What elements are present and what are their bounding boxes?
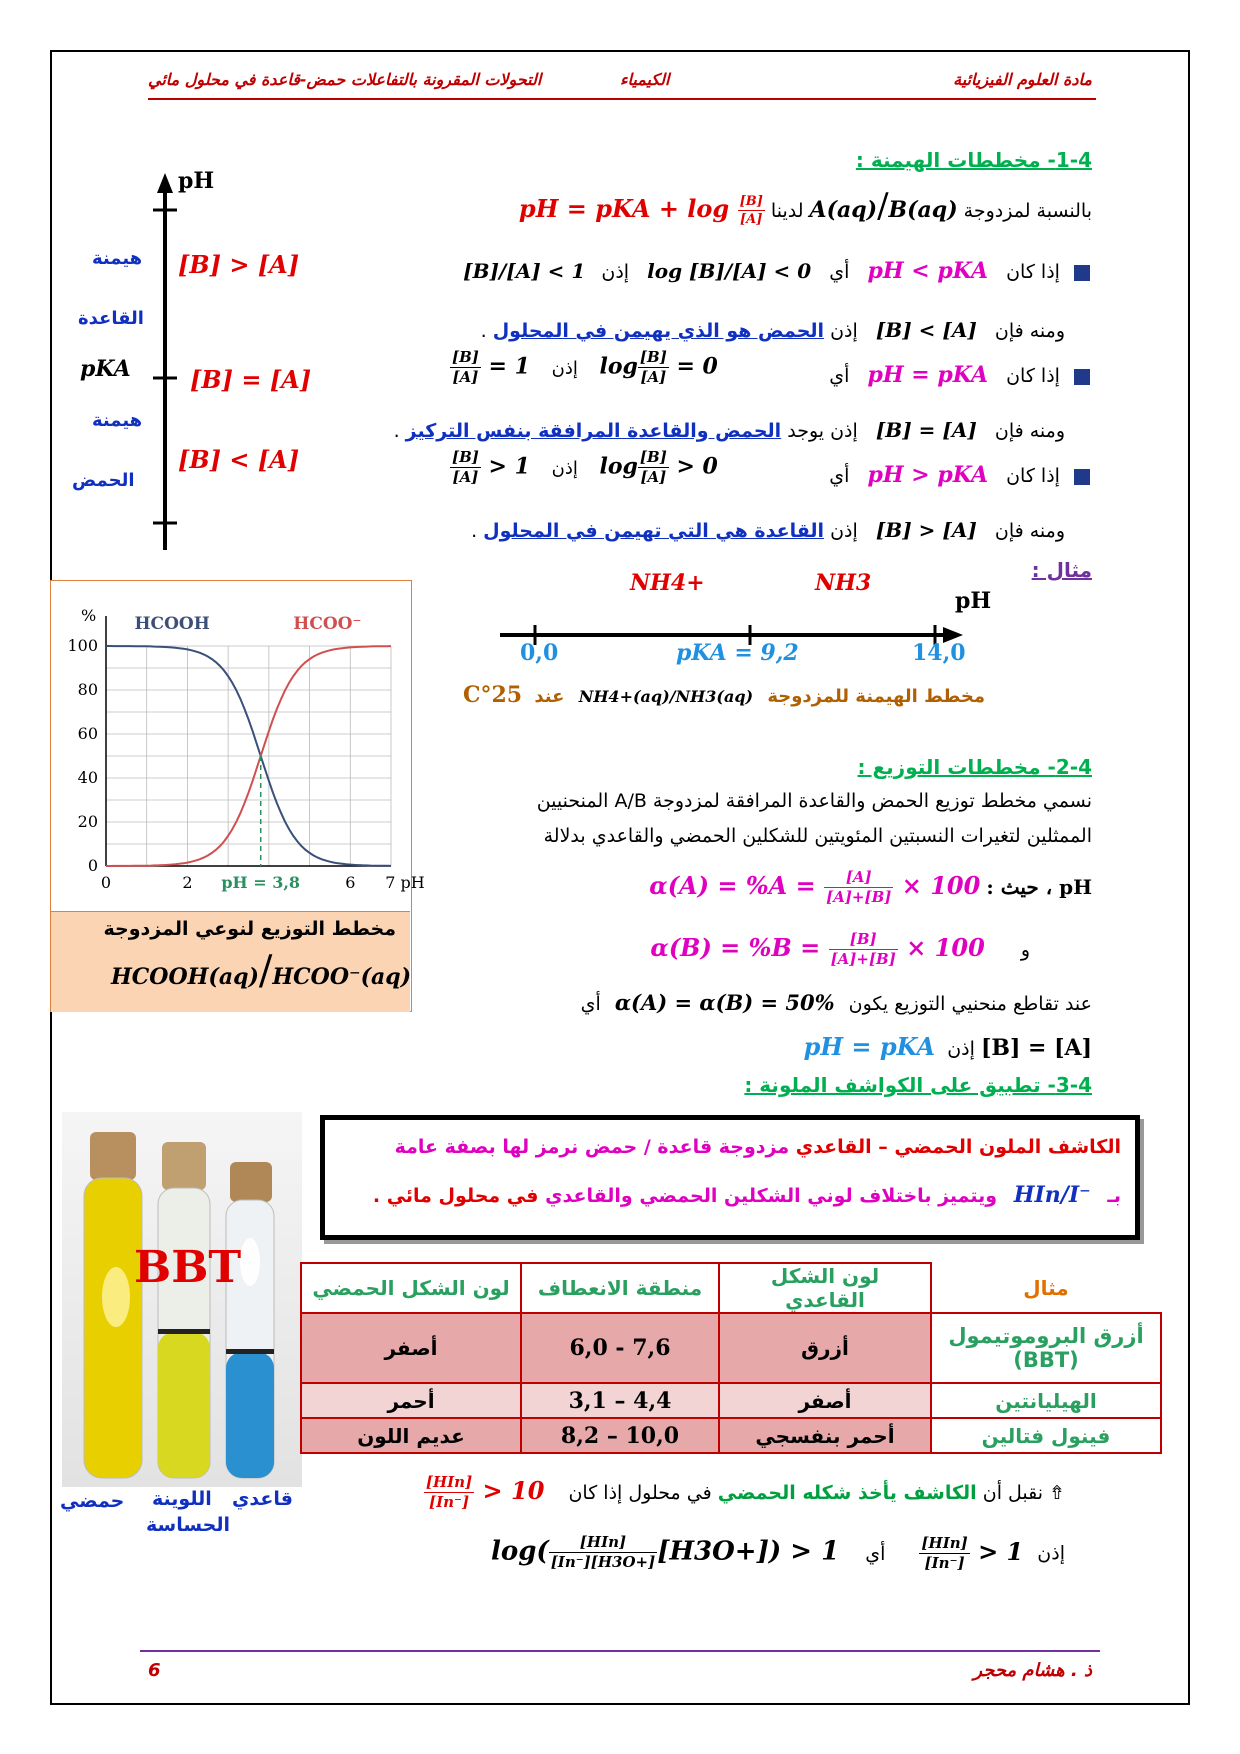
table-cell: عديم اللون — [301, 1418, 521, 1453]
axis1-mid-rel: [B] = [A] — [190, 365, 312, 394]
conclusion-line: [B] = [A] إذن pH = pKA — [803, 1032, 1092, 1061]
y-tick-label: 100 — [67, 636, 98, 655]
table-header-row — [301, 1263, 1161, 1313]
case3-text: القاعدة هي التي تهيمن في المحلول — [483, 520, 825, 542]
case1-condition: pH < pKA — [867, 258, 989, 284]
chart-caption-title: مخطط التوزيع لنوعي المزدوجة — [103, 918, 396, 940]
series-label-base: HCOO⁻ — [293, 614, 362, 634]
case3-formulas: $\frac{[B]}{[A]}$ > 1 إذن log $\frac{[B]}{[A]}$ > 0 — [452, 448, 718, 486]
axis1-bot-rel: [B] < [A] — [178, 445, 300, 474]
axis1-acid-label-1: هيمنة — [92, 410, 143, 431]
x-tick-label: 0 — [100, 873, 112, 892]
table-cell: 6,0 - 7,6 — [521, 1313, 719, 1383]
bullet-square — [1074, 469, 1090, 485]
case2-formulas: $\frac{[B]}{[A]}$ = 1 إذن log $\frac{[B]}{[A]}$ = 0 — [452, 348, 718, 386]
x-tick-label: 6 — [345, 873, 356, 892]
bbt-photo — [62, 1112, 302, 1487]
table-cell: 3,1 – 4,4 — [521, 1383, 719, 1418]
case1-line: إذا كان pH < pKA أي log [B]/[A] < 0 إذن [B]/[A] < 1 — [463, 258, 1090, 284]
alphaA-line: pH ، حيث : α(A) = %A = $\frac{[A]}{[A]+[B]}$ × 100 — [649, 868, 1092, 906]
section2-p1: نسمي مخطط توزيع الحمض والقاعدة المرافقة لمزدوجة A/B المنحنيين — [536, 790, 1092, 812]
example-tick-right: 14,0 — [912, 640, 966, 666]
couple-symbol: A(aq)/B(aq) — [809, 186, 958, 226]
table-cell: أصفر — [301, 1313, 521, 1383]
case2-condition: pH = pKA — [867, 362, 989, 388]
bbt-label: BBT — [134, 1242, 242, 1293]
lidayna-text: لدينا — [770, 200, 804, 222]
henderson-formula: pH = pKA + log $\frac{[B]}{[A]}$ — [518, 194, 763, 227]
tube-label-mid-1: اللوينة — [152, 1488, 212, 1510]
case1-conclusion: ومنه فإن [B] < [A] إذن الحمض هو الذي يهيمن في المحلول . — [480, 318, 1065, 342]
table-header: لون الشكل الحمضي — [301, 1263, 521, 1313]
example-acid: NH4+ — [630, 570, 705, 596]
y-tick-label: 0 — [87, 856, 98, 875]
table-header: لون الشكل القاعدي — [719, 1263, 931, 1313]
rule-line-1: ⇮ نقبل أن الكاشف يأخذ شكله الحمضي في محلول إذا كان $\frac{\text{[HIn]}}{[In^-]}$ > 10 — [425, 1473, 1065, 1511]
bullet-square — [1074, 265, 1090, 281]
distribution-figure — [50, 580, 425, 1012]
footer-rule — [140, 1650, 1100, 1652]
y-tick-label: 20 — [77, 812, 98, 831]
example-base: NH3 — [815, 570, 872, 596]
section1-intro-line — [442, 186, 1092, 226]
case1-text: الحمض هو الذي يهيمن في المحلول — [492, 320, 825, 342]
case3-condition: pH > pKA — [867, 462, 989, 488]
case1-ratio: [B]/[A] < 1 — [463, 259, 586, 283]
table-cell: أحمر بنفسجي — [719, 1418, 931, 1453]
bullet-square — [1074, 369, 1090, 385]
case3-conclusion: ومنه فإن [B] > [A] إذن القاعدة هي التي تهيمن في المحلول . — [471, 518, 1065, 542]
indicator-symbol: HIn/I⁻ — [1013, 1182, 1091, 1208]
distribution-chart — [51, 581, 425, 911]
axis1-acid-label-2: الحمض — [72, 470, 135, 491]
tube-label-base: قاعدي — [232, 1488, 293, 1510]
table-cell: أزرق — [719, 1313, 931, 1383]
example-tick-mid: pKA = 9,2 — [676, 640, 799, 666]
section3-title: 3-4- تطبيق على الكواشف الملونة : — [744, 1073, 1092, 1097]
x-tick-label: 7 pH — [385, 873, 425, 892]
table-cell: أزرق البروموتيمول (BBT) — [931, 1313, 1161, 1383]
axis1-pka-label: pKA — [80, 356, 131, 382]
header-lesson: التحولات المقرونة بالتفاعلات حمض-قاعدة في محلول مائي — [148, 70, 542, 89]
y-tick-label: 60 — [77, 724, 98, 743]
case2-text: الحمض والقاعدة المرافقة بنفس التركيز — [405, 420, 782, 442]
case3-line: إذا كان pH > pKA أي — [829, 462, 1090, 488]
case2-line: إذا كان pH = pKA أي — [829, 362, 1090, 388]
case1-log: log [B]/[A] < 0 — [647, 259, 812, 283]
indicator-definition-box: الكاشف الملون الحمضي – القاعدي مزدوجة قاعدة / حمض نرمز لها بصفة عامة بـ HIn/I⁻ ويتميز باختلاف لوني الشكلين الحمضي والقاعدي في محلول مائي . — [320, 1115, 1140, 1240]
table-cell: فينول فتالين — [931, 1418, 1161, 1453]
example-ph-label: pH — [955, 588, 992, 614]
rule-bullet: ⇮ — [1049, 1482, 1065, 1504]
footer-page: 6 — [148, 1660, 161, 1681]
header-rule — [148, 98, 1096, 100]
y-axis-label: % — [81, 606, 97, 625]
test-tubes-drawing — [62, 1112, 302, 1487]
section2-title: 2-4- مخططات التوزيع : — [857, 755, 1092, 779]
alphaB-line: و α(B) = %B = $\frac{[B]}{[A]+[B]}$ × 100 — [650, 930, 1030, 968]
table-cell: الهيليانتين — [931, 1383, 1161, 1418]
tube-label-acid: حمضي — [60, 1490, 125, 1512]
case2-conclusion: ومنه فإن [B] = [A] إذن يوجد الحمض والقاعدة المرافقة بنفس التركيز . — [393, 418, 1065, 442]
y-tick-label: 40 — [77, 768, 98, 787]
example-tick-left: 0,0 — [520, 640, 559, 666]
table-header: منطقة الانعطاف — [521, 1263, 719, 1313]
axis1-top-rel: [B] > [A] — [178, 250, 300, 279]
intersect-line: عند تقاطع منحنيي التوزيع يكون α(A) = α(B) = 50% أي — [580, 990, 1092, 1015]
chart-caption — [51, 911, 410, 1012]
indicator-table — [300, 1262, 1162, 1454]
table-row — [301, 1383, 1161, 1418]
y-tick-label: 80 — [77, 680, 98, 699]
tube-label-mid-2: الحساسة — [146, 1514, 231, 1536]
series-label-acid: HCOOH — [134, 614, 210, 634]
section1-title: 1-4- مخططات الهيمنة : — [855, 148, 1092, 172]
axis1-base-label-1: هيمنة — [92, 248, 143, 269]
table-cell: أصفر — [719, 1383, 931, 1418]
table-header: مثال — [931, 1263, 1161, 1313]
x-tick-label: 2 — [182, 873, 193, 892]
table-row — [301, 1313, 1161, 1383]
example-title: مثال : — [1031, 558, 1092, 582]
table-cell: 8,2 – 10,0 — [521, 1418, 719, 1453]
table-row — [301, 1418, 1161, 1453]
footer-author: ذ . هشام محجر — [973, 1660, 1092, 1681]
pka-annotation: pH = 3,8 — [221, 873, 301, 892]
axis1-ph-label: pH — [178, 168, 215, 194]
table-cell: أحمر — [301, 1383, 521, 1418]
header-subject: مادة العلوم الفيزيائية — [953, 70, 1092, 89]
section2-p2: الممثلين لتغيرات النسبتين المئويتين للشكلين الحمضي والقاعدي بدلالة — [543, 825, 1092, 847]
pka-conclusion: pH = pKA — [803, 1032, 936, 1061]
example-caption: مخطط الهيمنة للمزدوجة NH4+(aq)/NH3(aq) عند 25°C — [462, 682, 985, 708]
intro-text: بالنسبة لمزدوجة — [963, 200, 1092, 222]
axis1-base-label-2: القاعدة — [78, 308, 144, 329]
chart-caption-formula: HCOOH(aq)/HCOO⁻(aq) — [111, 948, 412, 994]
header-category: الكيمياء — [620, 70, 670, 89]
rule-line-2: إذن $\frac{\text{[HIn]}}{[In^-]}$ > 1 أي log( $\frac{\text{[HIn]}}{[In^-][H3O+]}$ [H3O+]) > 1 — [491, 1533, 1065, 1572]
